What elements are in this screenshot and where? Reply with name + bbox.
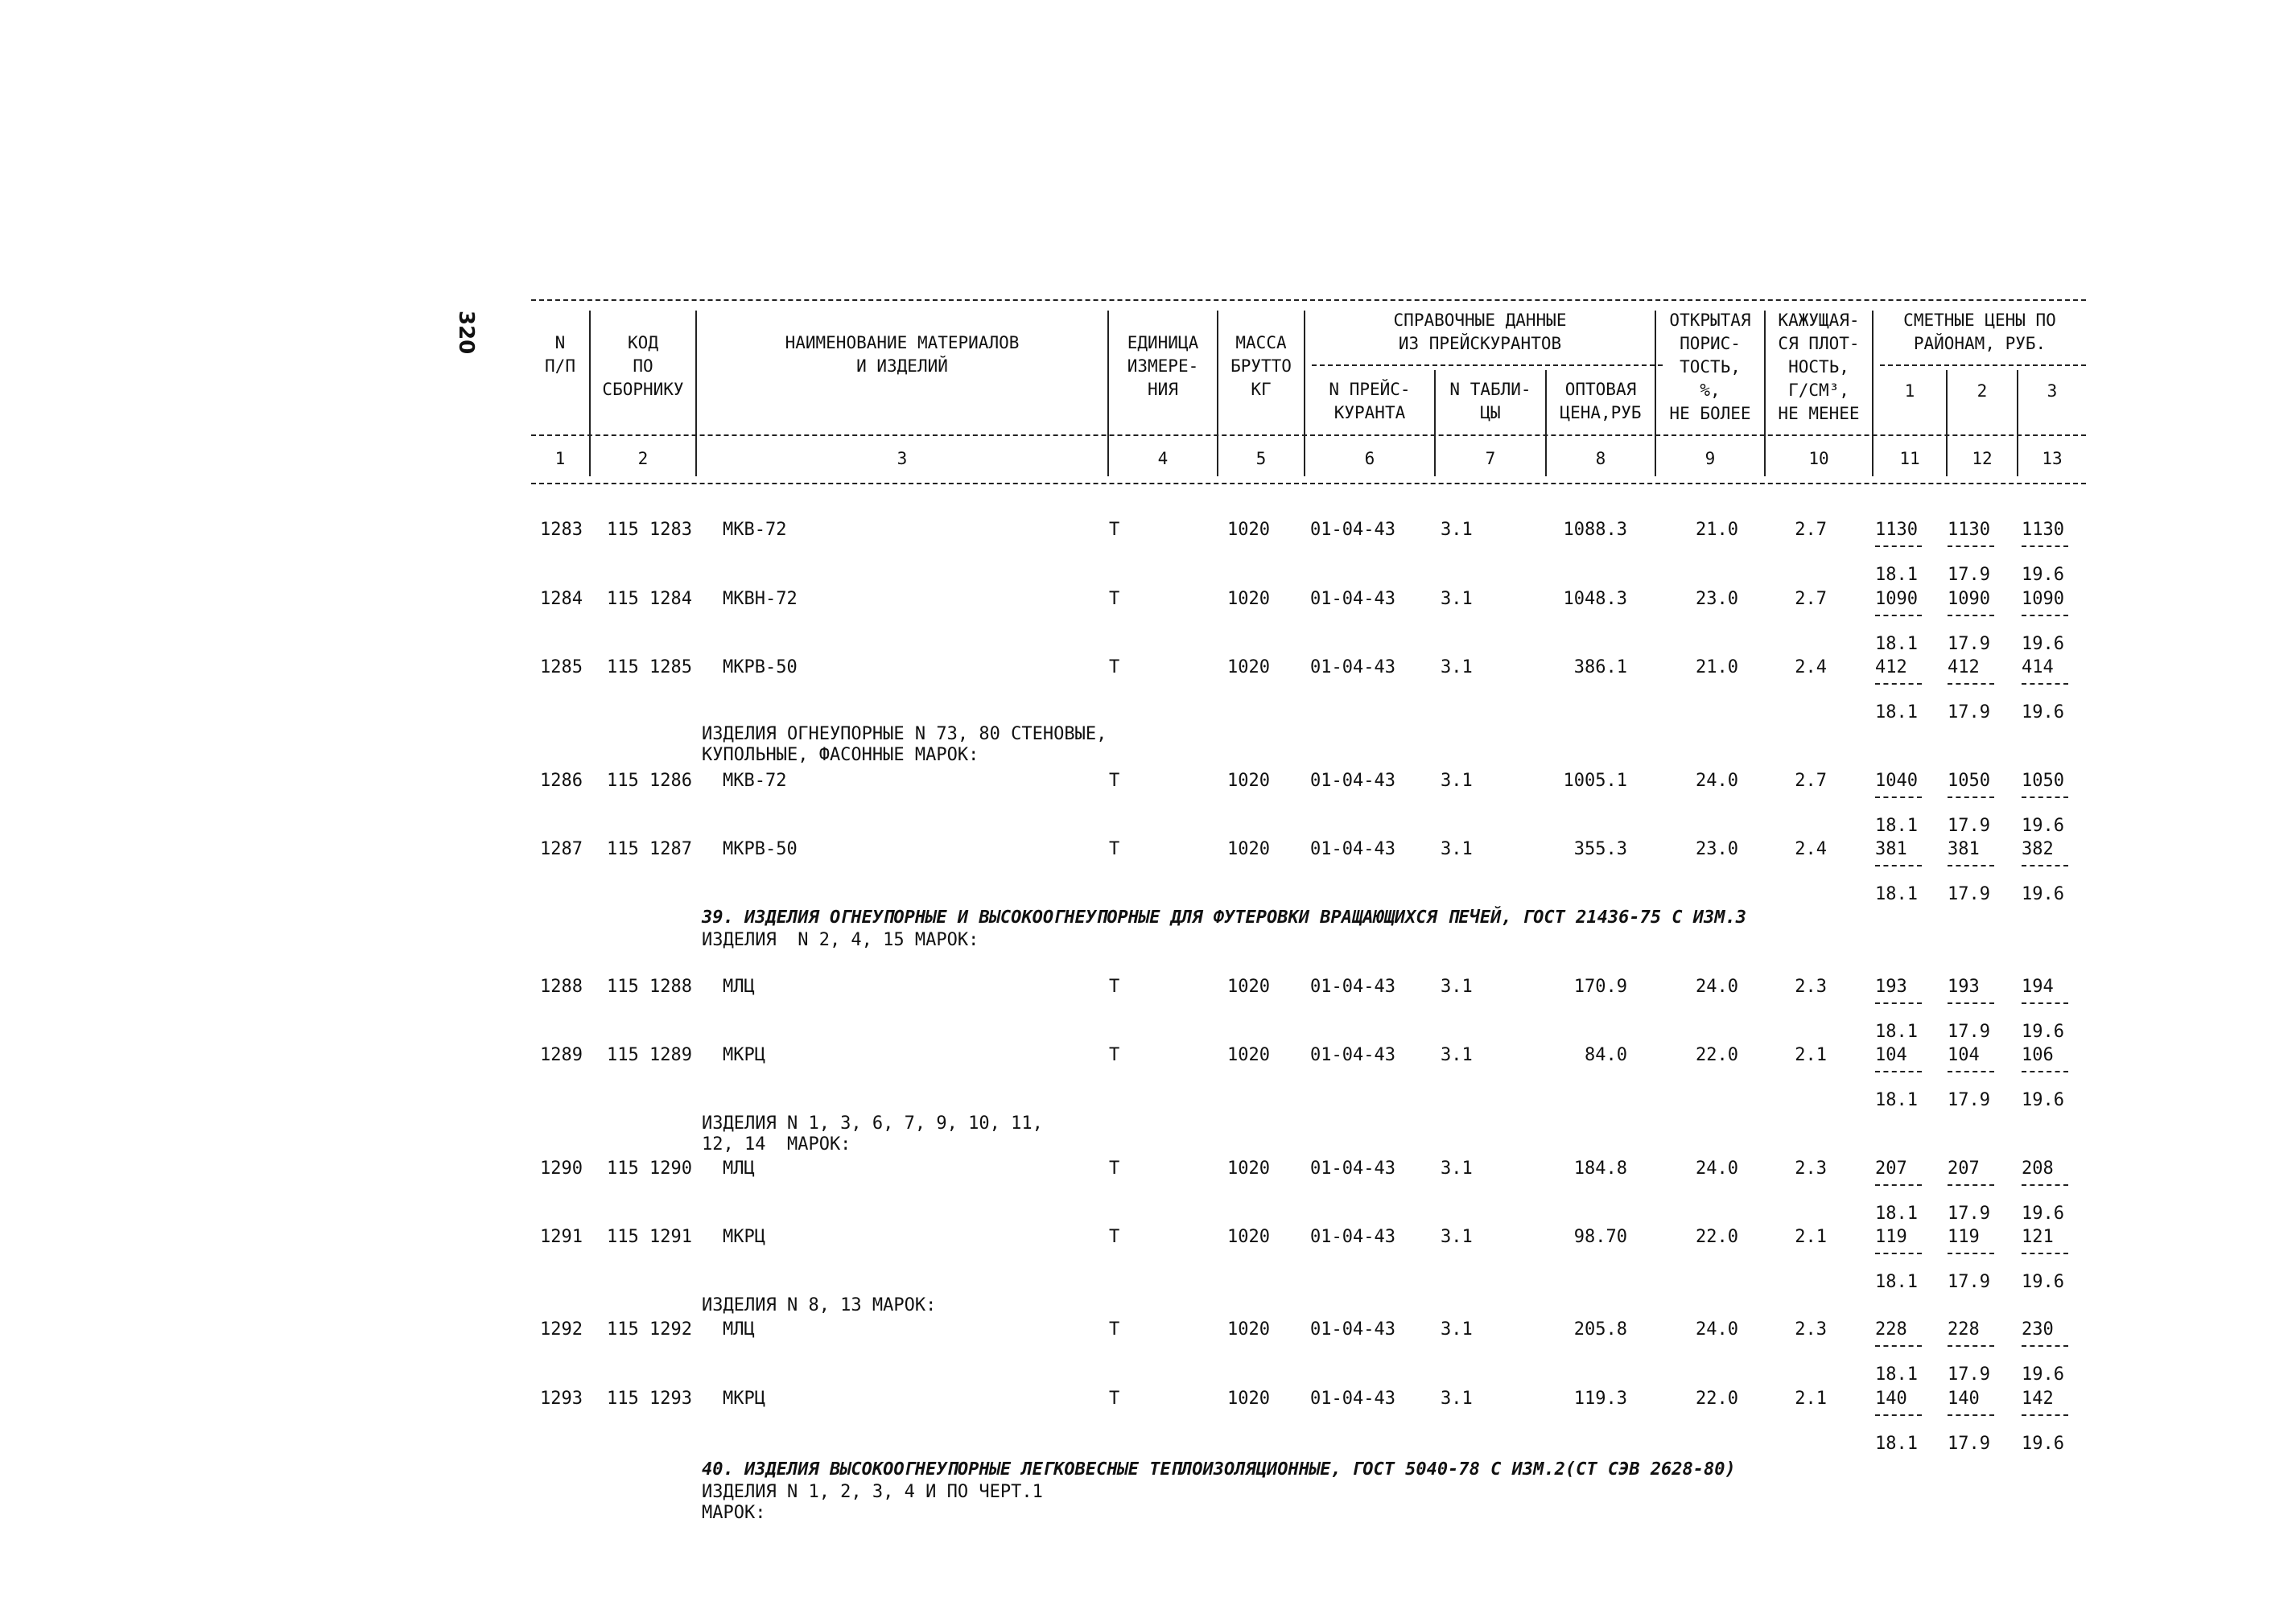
fraction-bar <box>1948 683 1994 685</box>
header-mid-rule <box>531 434 2086 436</box>
cell-porosity: 22.0 <box>1696 1045 1738 1065</box>
cell-wholesale: 184.8 <box>1573 1159 1627 1179</box>
cell-n: 1289 <box>540 1045 583 1065</box>
cell-p3: 1130 <box>2022 520 2064 540</box>
fraction-bar <box>1875 1414 1922 1416</box>
fraction-bar <box>1875 865 1922 866</box>
header-col-1: N П/П <box>545 333 575 376</box>
cell-p2: 1050 <box>1948 771 1990 791</box>
col-number: 10 <box>1808 449 1829 468</box>
cell-p1: 119 <box>1875 1227 1907 1247</box>
cell-p1: 412 <box>1875 657 1907 677</box>
cell-porosity: 23.0 <box>1696 839 1738 859</box>
cell-name: МКРВ-50 <box>723 839 798 859</box>
cell-density: 2.4 <box>1795 657 1827 677</box>
cell-f2: 17.9 <box>1948 816 1990 836</box>
fraction-bar <box>2022 796 2068 798</box>
cell-price-list: 01-04-43 <box>1310 1045 1395 1065</box>
price-group-rule <box>1880 364 2086 366</box>
fraction-bar <box>1875 615 1922 616</box>
cell-mass: 1020 <box>1227 1227 1270 1247</box>
cell-unit: Т <box>1109 1159 1120 1179</box>
cell-name: МКРЦ <box>723 1045 765 1065</box>
cell-n: 1292 <box>540 1319 583 1340</box>
cell-name: МКРЦ <box>723 1389 765 1409</box>
cell-f1: 18.1 <box>1875 565 1918 585</box>
cell-p3: 106 <box>2022 1045 2054 1065</box>
cell-p1: 1090 <box>1875 589 1918 609</box>
group-heading: ИЗДЕЛИЯ ОГНЕУПОРНЫЕ N 73, 80 СТЕНОВЫЕ, КУПОЛЬНЫЕ, ФАСОННЫЕ МАРОК: <box>702 724 1107 765</box>
cell-table: 3.1 <box>1441 771 1473 791</box>
section-title-39: 39. ИЗДЕЛИЯ ОГНЕУПОРНЫЕ И ВЫСОКООГНЕУПОРНЫЕ ДЛЯ ФУТЕРОВКИ ВРАЩАЮЩИХСЯ ПЕЧЕЙ, ГОСТ 21436-75 С ИЗМ.3 <box>702 908 1747 928</box>
cell-p2: 228 <box>1948 1319 1980 1340</box>
cell-table: 3.1 <box>1441 1227 1473 1247</box>
cell-code: 115 1293 <box>607 1389 692 1409</box>
cell-f3: 19.6 <box>2022 1364 2064 1385</box>
fraction-bar <box>1875 1253 1922 1254</box>
cell-name: МКВ-72 <box>723 771 787 791</box>
cell-wholesale: 1048.3 <box>1563 589 1627 609</box>
header-col-8: ОПТОВАЯ ЦЕНА,РУБ <box>1560 380 1642 422</box>
cell-wholesale: 98.70 <box>1573 1227 1627 1247</box>
table-top-rule <box>531 299 2086 301</box>
cell-p1: 1130 <box>1875 520 1918 540</box>
cell-table: 3.1 <box>1441 1045 1473 1065</box>
cell-table: 3.1 <box>1441 1389 1473 1409</box>
fraction-bar <box>1948 865 1994 866</box>
cell-name: МЛЦ <box>723 1319 755 1340</box>
cell-f2: 17.9 <box>1948 1204 1990 1224</box>
cell-mass: 1020 <box>1227 657 1270 677</box>
cell-code: 115 1291 <box>607 1227 692 1247</box>
cell-porosity: 24.0 <box>1696 977 1738 997</box>
fraction-bar <box>2022 1253 2068 1254</box>
fraction-bar <box>1948 545 1994 547</box>
cell-unit: Т <box>1109 1319 1120 1340</box>
cell-mass: 1020 <box>1227 1389 1270 1409</box>
cell-name: МКРЦ <box>723 1227 765 1247</box>
cell-n: 1286 <box>540 771 583 791</box>
fraction-bar <box>1948 1184 1994 1186</box>
cell-f2: 17.9 <box>1948 702 1990 722</box>
cell-f1: 18.1 <box>1875 1434 1918 1454</box>
cell-porosity: 21.0 <box>1696 657 1738 677</box>
header-region-2: 2 <box>1977 381 1988 401</box>
cell-f3: 19.6 <box>2022 565 2064 585</box>
cell-unit: Т <box>1109 1227 1120 1247</box>
cell-code: 115 1290 <box>607 1159 692 1179</box>
header-col-5: МАССА БРУТТО КГ <box>1230 333 1292 399</box>
cell-porosity: 21.0 <box>1696 520 1738 540</box>
cell-p1: 207 <box>1875 1159 1907 1179</box>
cell-f3: 19.6 <box>2022 702 2064 722</box>
header-col-9: ОТКРЫТАЯ ПОРИС- ТОСТЬ, %, НЕ БОЛЕЕ <box>1669 311 1751 423</box>
col-number: 9 <box>1704 449 1716 468</box>
cell-f1: 18.1 <box>1875 702 1918 722</box>
cell-p3: 1050 <box>2022 771 2064 791</box>
fraction-bar <box>2022 683 2068 685</box>
cell-f1: 18.1 <box>1875 1364 1918 1385</box>
col-number: 3 <box>897 449 908 468</box>
ref-group-rule <box>1312 364 1663 366</box>
cell-porosity: 24.0 <box>1696 1159 1738 1179</box>
cell-p3: 382 <box>2022 839 2054 859</box>
cell-density: 2.7 <box>1795 520 1827 540</box>
cell-price-list: 01-04-43 <box>1310 1227 1395 1247</box>
cell-price-list: 01-04-43 <box>1310 977 1395 997</box>
cell-price-list: 01-04-43 <box>1310 657 1395 677</box>
group-heading: ИЗДЕЛИЯ N 2, 4, 15 МАРОК: <box>702 930 979 950</box>
header-ref-group: СПРАВОЧНЫЕ ДАННЫЕ ИЗ ПРЕЙСКУРАНТОВ <box>1393 311 1567 353</box>
cell-unit: Т <box>1109 771 1120 791</box>
cell-price-list: 01-04-43 <box>1310 1159 1395 1179</box>
group-heading: ИЗДЕЛИЯ N 1, 2, 3, 4 И ПО ЧЕРТ.1 МАРОК: <box>702 1482 1043 1523</box>
cell-code: 115 1285 <box>607 657 692 677</box>
cell-mass: 1020 <box>1227 1159 1270 1179</box>
cell-n: 1293 <box>540 1389 583 1409</box>
cell-f3: 19.6 <box>2022 884 2064 904</box>
cell-table: 3.1 <box>1441 589 1473 609</box>
cell-wholesale: 355.3 <box>1573 839 1627 859</box>
cell-p3: 208 <box>2022 1159 2054 1179</box>
cell-f3: 19.6 <box>2022 816 2064 836</box>
cell-porosity: 23.0 <box>1696 589 1738 609</box>
cell-unit: Т <box>1109 839 1120 859</box>
cell-porosity: 22.0 <box>1696 1227 1738 1247</box>
cell-f3: 19.6 <box>2022 634 2064 654</box>
cell-wholesale: 1088.3 <box>1563 520 1627 540</box>
cell-name: МКРВ-50 <box>723 657 798 677</box>
cell-p2: 1130 <box>1948 520 1990 540</box>
header-region-1: 1 <box>1904 381 1915 401</box>
col-number: 6 <box>1364 449 1375 468</box>
cell-density: 2.7 <box>1795 589 1827 609</box>
col-number: 5 <box>1255 449 1267 468</box>
cell-n: 1287 <box>540 839 583 859</box>
cell-code: 115 1289 <box>607 1045 692 1065</box>
col-number: 12 <box>1972 449 1993 468</box>
group-heading: ИЗДЕЛИЯ N 8, 13 МАРОК: <box>702 1295 937 1315</box>
cell-price-list: 01-04-43 <box>1310 839 1395 859</box>
fraction-bar <box>1948 1345 1994 1347</box>
cell-unit: Т <box>1109 1045 1120 1065</box>
cell-f2: 17.9 <box>1948 1434 1990 1454</box>
cell-table: 3.1 <box>1441 1319 1473 1340</box>
cell-table: 3.1 <box>1441 657 1473 677</box>
cell-code: 115 1292 <box>607 1319 692 1340</box>
cell-unit: Т <box>1109 1389 1120 1409</box>
cell-porosity: 24.0 <box>1696 1319 1738 1340</box>
cell-p1: 381 <box>1875 839 1907 859</box>
cell-code: 115 1287 <box>607 839 692 859</box>
cell-code: 115 1284 <box>607 589 692 609</box>
fraction-bar <box>1875 796 1922 798</box>
col-number: 4 <box>1157 449 1169 468</box>
cell-f3: 19.6 <box>2022 1272 2064 1292</box>
cell-code: 115 1286 <box>607 771 692 791</box>
cell-name: МЛЦ <box>723 1159 755 1179</box>
cell-unit: Т <box>1109 589 1120 609</box>
fraction-bar <box>2022 1184 2068 1186</box>
cell-f2: 17.9 <box>1948 1090 1990 1110</box>
cell-p1: 140 <box>1875 1389 1907 1409</box>
cell-f2: 17.9 <box>1948 1272 1990 1292</box>
section-title-40: 40. ИЗДЕЛИЯ ВЫСОКООГНЕУПОРНЫЕ ЛЕГКОВЕСНЫЕ ТЕПЛОИЗОЛЯЦИОННЫЕ, ГОСТ 5040-78 С ИЗМ.2(СТ СЭВ 2628-80) <box>702 1459 1736 1480</box>
header-col-6: N ПРЕЙС- КУРАНТА <box>1329 380 1411 422</box>
cell-porosity: 22.0 <box>1696 1389 1738 1409</box>
fraction-bar <box>1948 796 1994 798</box>
cell-p2: 119 <box>1948 1227 1980 1247</box>
fraction-bar <box>1875 1002 1922 1004</box>
cell-p2: 104 <box>1948 1045 1980 1065</box>
cell-f3: 19.6 <box>2022 1204 2064 1224</box>
cell-p2: 207 <box>1948 1159 1980 1179</box>
cell-p2: 193 <box>1948 977 1980 997</box>
fraction-bar <box>2022 545 2068 547</box>
header-col-7: N ТАБЛИ- ЦЫ <box>1449 380 1531 422</box>
cell-table: 3.1 <box>1441 977 1473 997</box>
cell-p3: 1090 <box>2022 589 2064 609</box>
cell-price-list: 01-04-43 <box>1310 589 1395 609</box>
page-number: 320 <box>454 311 478 355</box>
cell-f3: 19.6 <box>2022 1022 2064 1042</box>
fraction-bar <box>2022 1414 2068 1416</box>
cell-mass: 1020 <box>1227 589 1270 609</box>
cell-p3: 194 <box>2022 977 2054 997</box>
cell-n: 1291 <box>540 1227 583 1247</box>
cell-f1: 18.1 <box>1875 634 1918 654</box>
cell-wholesale: 119.3 <box>1573 1389 1627 1409</box>
cell-p2: 1090 <box>1948 589 1990 609</box>
cell-name: МКВН-72 <box>723 589 798 609</box>
fraction-bar <box>2022 1071 2068 1072</box>
cell-p2: 140 <box>1948 1389 1980 1409</box>
cell-f1: 18.1 <box>1875 1204 1918 1224</box>
cell-mass: 1020 <box>1227 771 1270 791</box>
cell-price-list: 01-04-43 <box>1310 1389 1395 1409</box>
cell-wholesale: 170.9 <box>1573 977 1627 997</box>
cell-code: 115 1283 <box>607 520 692 540</box>
fraction-bar <box>2022 1345 2068 1347</box>
cell-name: МЛЦ <box>723 977 755 997</box>
header-price-group: СМЕТНЫЕ ЦЕНЫ ПО РАЙОНАМ, РУБ. <box>1903 311 2056 353</box>
cell-f1: 18.1 <box>1875 1272 1918 1292</box>
cell-name: МКВ-72 <box>723 520 787 540</box>
cell-n: 1284 <box>540 589 583 609</box>
header-col-2: КОД ПО СБОРНИКУ <box>602 333 684 399</box>
header-region-3: 3 <box>2047 381 2058 401</box>
cell-p1: 193 <box>1875 977 1907 997</box>
cell-porosity: 24.0 <box>1696 771 1738 791</box>
cell-p1: 104 <box>1875 1045 1907 1065</box>
fraction-bar <box>2022 615 2068 616</box>
fraction-bar <box>2022 865 2068 866</box>
cell-n: 1283 <box>540 520 583 540</box>
cell-density: 2.1 <box>1795 1227 1827 1247</box>
cell-mass: 1020 <box>1227 520 1270 540</box>
cell-f1: 18.1 <box>1875 1090 1918 1110</box>
fraction-bar <box>1948 1253 1994 1254</box>
cell-density: 2.1 <box>1795 1389 1827 1409</box>
cell-density: 2.1 <box>1795 1045 1827 1065</box>
fraction-bar <box>1875 1184 1922 1186</box>
header-bottom-rule <box>531 483 2086 484</box>
group-heading: ИЗДЕЛИЯ N 1, 3, 6, 7, 9, 10, 11, 12, 14 МАРОК: <box>702 1113 1043 1155</box>
cell-wholesale: 205.8 <box>1573 1319 1627 1340</box>
cell-p1: 1040 <box>1875 771 1918 791</box>
cell-f2: 17.9 <box>1948 565 1990 585</box>
cell-table: 3.1 <box>1441 839 1473 859</box>
cell-code: 115 1288 <box>607 977 692 997</box>
col-number: 1 <box>554 449 566 468</box>
cell-wholesale: 1005.1 <box>1563 771 1627 791</box>
fraction-bar <box>1948 615 1994 616</box>
cell-price-list: 01-04-43 <box>1310 520 1395 540</box>
fraction-bar <box>1875 545 1922 547</box>
cell-f2: 17.9 <box>1948 1022 1990 1042</box>
cell-f3: 19.6 <box>2022 1090 2064 1110</box>
cell-f1: 18.1 <box>1875 816 1918 836</box>
cell-f3: 19.6 <box>2022 1434 2064 1454</box>
cell-p3: 121 <box>2022 1227 2054 1247</box>
col-number: 11 <box>1899 449 1920 468</box>
cell-density: 2.3 <box>1795 977 1827 997</box>
cell-f2: 17.9 <box>1948 1364 1990 1385</box>
cell-f2: 17.9 <box>1948 634 1990 654</box>
fraction-bar <box>1948 1071 1994 1072</box>
col-number: 13 <box>2042 449 2063 468</box>
cell-f1: 18.1 <box>1875 884 1918 904</box>
fraction-bar <box>1875 1071 1922 1072</box>
fraction-bar <box>2022 1002 2068 1004</box>
header-col-10: КАЖУЩАЯ- СЯ ПЛОТ- НОСТЬ, Г/СМ³, НЕ МЕНЕЕ <box>1778 311 1860 423</box>
col-number: 8 <box>1595 449 1606 468</box>
cell-n: 1285 <box>540 657 583 677</box>
fraction-bar <box>1875 683 1922 685</box>
cell-wholesale: 84.0 <box>1585 1045 1627 1065</box>
cell-density: 2.7 <box>1795 771 1827 791</box>
cell-p3: 142 <box>2022 1389 2054 1409</box>
col-number: 2 <box>637 449 649 468</box>
cell-p2: 412 <box>1948 657 1980 677</box>
cell-mass: 1020 <box>1227 839 1270 859</box>
cell-unit: Т <box>1109 977 1120 997</box>
cell-n: 1290 <box>540 1159 583 1179</box>
cell-p1: 228 <box>1875 1319 1907 1340</box>
col-number: 7 <box>1485 449 1496 468</box>
cell-n: 1288 <box>540 977 583 997</box>
cell-f2: 17.9 <box>1948 884 1990 904</box>
cell-p2: 381 <box>1948 839 1980 859</box>
cell-table: 3.1 <box>1441 1159 1473 1179</box>
cell-f1: 18.1 <box>1875 1022 1918 1042</box>
cell-wholesale: 386.1 <box>1573 657 1627 677</box>
fraction-bar <box>1875 1345 1922 1347</box>
cell-p3: 414 <box>2022 657 2054 677</box>
cell-unit: Т <box>1109 520 1120 540</box>
cell-p3: 230 <box>2022 1319 2054 1340</box>
cell-density: 2.3 <box>1795 1159 1827 1179</box>
fraction-bar <box>1948 1414 1994 1416</box>
cell-mass: 1020 <box>1227 1319 1270 1340</box>
header-col-4: ЕДИНИЦА ИЗМЕРЕ- НИЯ <box>1127 333 1199 399</box>
cell-price-list: 01-04-43 <box>1310 771 1395 791</box>
cell-table: 3.1 <box>1441 520 1473 540</box>
cell-mass: 1020 <box>1227 1045 1270 1065</box>
cell-unit: Т <box>1109 657 1120 677</box>
header-col-3: НАИМЕНОВАНИЕ МАТЕРИАЛОВ И ИЗДЕЛИЙ <box>785 333 1020 376</box>
cell-price-list: 01-04-43 <box>1310 1319 1395 1340</box>
cell-density: 2.4 <box>1795 839 1827 859</box>
cell-mass: 1020 <box>1227 977 1270 997</box>
cell-density: 2.3 <box>1795 1319 1827 1340</box>
fraction-bar <box>1948 1002 1994 1004</box>
